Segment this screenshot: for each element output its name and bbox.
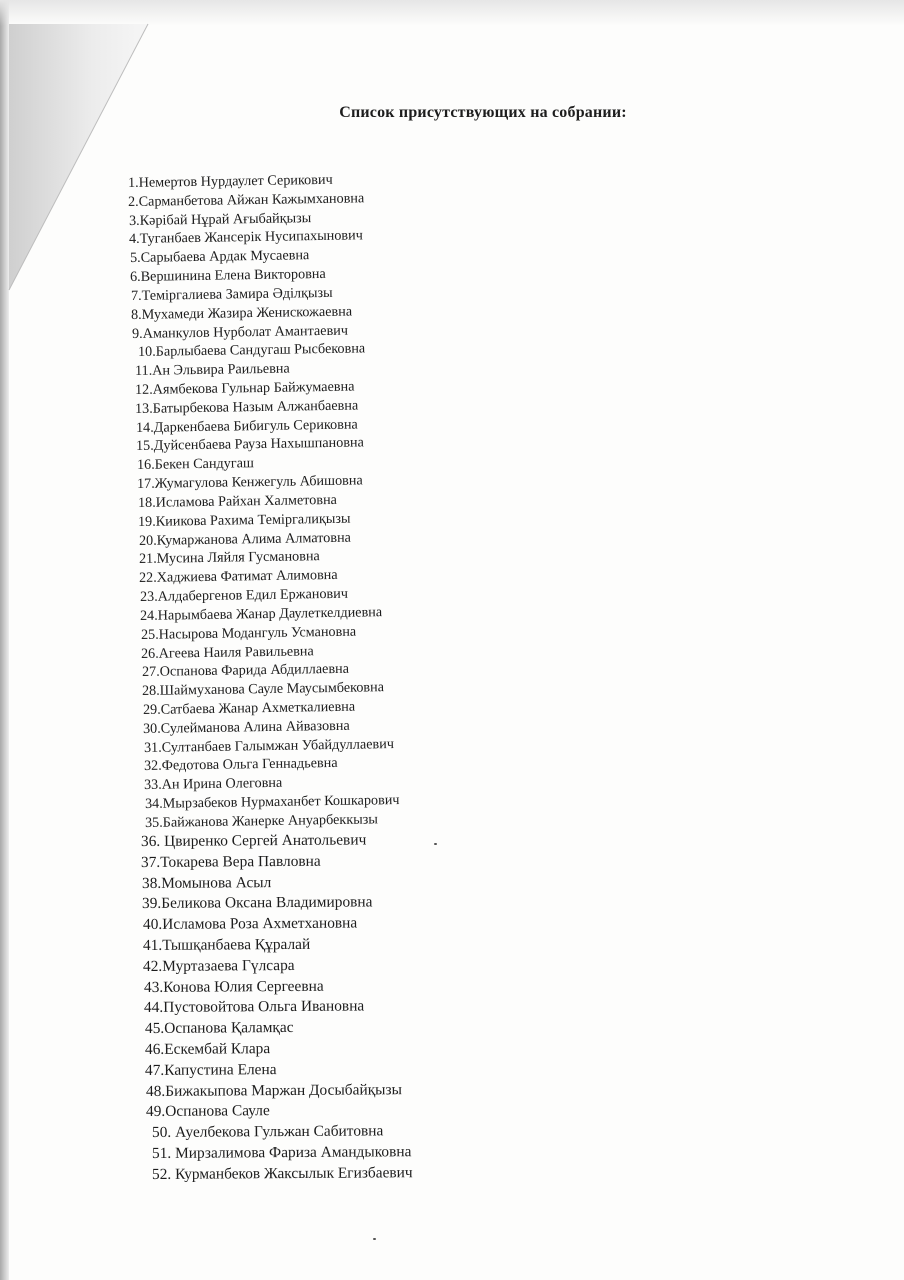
attendee-item: 5.Сарыбаева Ардак Мусаевна [129, 247, 310, 267]
attendee-item: 15.Дуйсенбаева Рауза Нахышпановна [136, 434, 365, 455]
attendee-item: 1.Немертов Нурдаулет Серикович [127, 171, 333, 191]
attendee-item: 2.Сарманбетова Айжан Кажымхановна [128, 190, 365, 210]
attendee-item: 18.Исламова Райхан Халметовна [137, 491, 337, 511]
attendee-item: 3.Кәрібай Нұрай Ағыбайқызы [128, 209, 312, 229]
attendee-item: 29.Сатбаева Жанар Ахметкалиевна [142, 698, 355, 718]
attendee-item: 23.Алдабергенов Едил Ержанович [139, 585, 348, 606]
attendee-item: 14.Даркенбаева Бибигуль Сериковна [135, 416, 358, 436]
attendee-item: 10.Барлыбаева Сандугаш Рысбековна [137, 340, 366, 361]
attendee-item: 28.Шаймуханова Сауле Маусымбековна [142, 679, 385, 700]
attendee-item: 44.Пустовойтова Ольга Ивановна [144, 997, 365, 1017]
attendee-item: 31.Султанбаев Галымжан Убайдуллаевич [143, 735, 394, 756]
attendee-item: 7.Теміргалиева Замира Әділқызы [130, 284, 333, 304]
attendee-item: 47.Капустина Елена [145, 1060, 278, 1079]
attendee-item: 46.Ескембай Клара [144, 1040, 271, 1058]
attendee-item: 34.Мырзабеков Нурмаханбет Кошкарович [144, 792, 400, 813]
attendee-item: 11.Ан Эльвира Раильевна [134, 360, 290, 380]
attendee-item: 52. Курманбеков Жаксылык Егизбаевич [152, 1163, 414, 1183]
attendee-item: 4.Туганбаев Жансерік Нусипахынович [129, 227, 364, 248]
attendee-item: 27.Оспанова Фарида Абдиллаевна [141, 661, 349, 681]
attendee-item: 50. Ауелбекова Гульжан Сабитовна [151, 1122, 383, 1142]
attendee-item: 35.Байжанова Жанерке Ануарбеккызы [145, 811, 379, 831]
attendee-item: 6.Вершинина Елена Викторовна [130, 266, 327, 286]
attendee-item: 51. Мирзалимова Фариза Амандыковна [151, 1143, 412, 1162]
attendee-item: 24.Нарымбаева Жанар Даулеткелдиевна [140, 604, 383, 624]
scan-speck [434, 843, 437, 845]
attendee-item: 26.Агеева Наиля Равильевна [141, 642, 315, 662]
attendee-item: 39.Беликова Оксана Владимировна [142, 893, 373, 913]
attendee-item: 20.Кумаржанова Алима Алматовна [138, 529, 351, 549]
attendee-item: 45.Оспанова Қаламқас [144, 1019, 294, 1038]
attendee-item: 36. Цвиренко Сергей Анатольевич [140, 831, 367, 850]
document-title: Список присутствующих на собрании: [339, 104, 627, 121]
attendee-item: 48.Бижакыпова Маржан Досыбайқызы [145, 1080, 402, 1100]
scan-speck [373, 1238, 376, 1240]
attendee-item: 12.Аямбекова Гульнар Байжумаевна [134, 378, 355, 399]
attendee-item: 37.Токарева Вера Павловна [141, 852, 322, 871]
attendee-item: 9.Аманкулов Нурболат Амантаевич [131, 322, 348, 342]
attendee-item: 25.Насырова Модангуль Усмановна [140, 623, 357, 643]
attendee-item: 19.Киикова Рахима Теміргалиқызы [137, 510, 351, 530]
attendee-item: 13.Батырбекова Назым Алжанбаевна [135, 397, 359, 417]
attendee-item: 30.Сулейманова Алина Айвазовна [142, 717, 350, 737]
attendee-item: 8.Мухамеди Жазира Женискожаевна [131, 303, 353, 323]
attendee-item: 33.Ан Ирина Олеговна [144, 775, 283, 794]
attendee-item: 40.Исламова Роза Ахметхановна [142, 914, 357, 934]
attendee-item: 16.Бекен Сандугаш [136, 455, 254, 474]
attendee-item: 49.Оспанова Сауле [146, 1102, 271, 1121]
attendee-item: 41.Тышқанбаева Құралай [142, 935, 311, 954]
attendee-item: 38.Момынова Асыл [141, 873, 272, 892]
attendee-item: 17.Жумагулова Кенжегуль Абишовна [137, 472, 364, 493]
attendee-item: 22.Хаджиева Фатимат Алимовна [139, 567, 339, 587]
attendee-item: 21.Мусина Ляйля Гусмановна [138, 548, 320, 568]
attendee-item: 32.Федотова Ольга Геннадьевна [143, 755, 338, 775]
attendee-item: 43.Конова Юлия Сергеевна [143, 977, 324, 996]
attendee-item: 42.Муртазаева Гүлсара [143, 956, 296, 975]
